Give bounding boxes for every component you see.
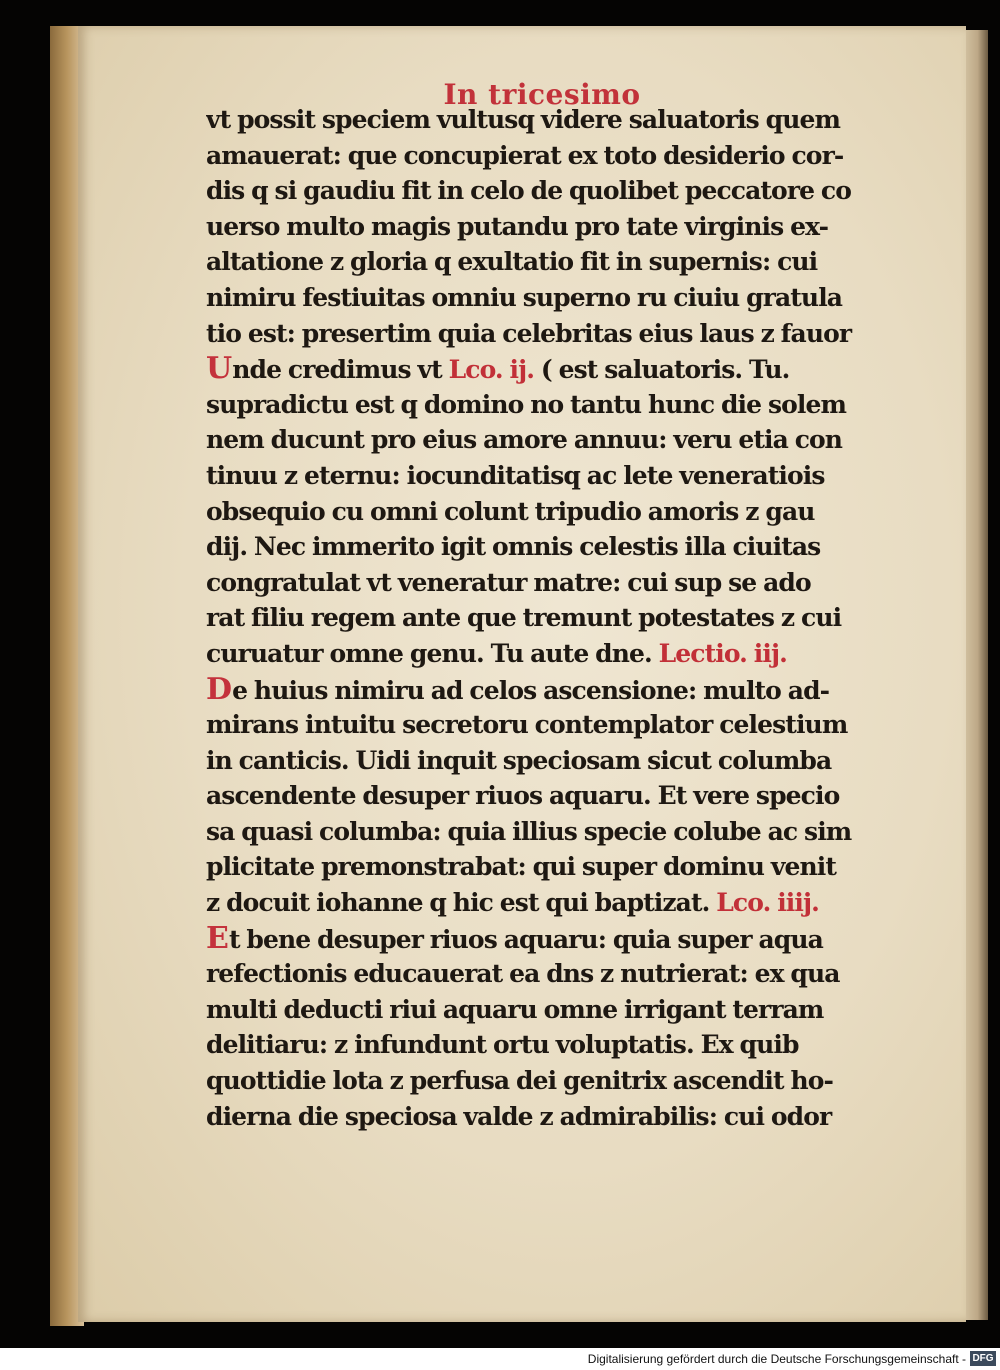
text-segment: in canticis. Uidi inquit speciosam sicut columba <box>206 745 832 775</box>
lectio-rubric: Lco. iiij. <box>716 888 819 918</box>
text-line <box>206 173 931 209</box>
text-segment: multi deducti riui aquaru omne irrigant terram <box>206 994 824 1024</box>
text-segment: tio est: presertim quia celebritas eius laus z fauor <box>206 318 852 348</box>
text-line <box>206 102 931 138</box>
text-segment: ascendente desuper riuos aquaru. Et vere specio <box>206 781 840 811</box>
running-header: In tricesimo <box>443 78 641 111</box>
text-segment: vt possit speciem vultusq videre saluatoris quem <box>206 105 841 134</box>
text-segment: obsequio cu omni colunt tripudio amoris z gau <box>206 496 815 526</box>
text-segment: dis q si gaudiu fit in celo de quolibet peccatore co <box>206 176 851 206</box>
text-line <box>206 849 931 885</box>
text-line <box>206 672 931 708</box>
text-block <box>206 102 931 1134</box>
text-line <box>206 600 931 636</box>
text-line <box>206 1099 931 1135</box>
text-line <box>206 280 931 316</box>
text-segment: altatione z gloria q exultatio fit in supernis: cui <box>206 247 818 277</box>
text-segment: rat filiu regem ante que tremunt potestates z cui <box>206 603 842 633</box>
text-segment: amauerat: que concupierat ex toto desiderio cor- <box>206 140 844 170</box>
text-segment: delitiaru: z infundunt ortu voluptatis. Ex quib <box>206 1030 799 1060</box>
lectio-rubric: Lco. ij. <box>448 355 535 385</box>
text-segment: nde credimus vt <box>232 355 449 385</box>
lectio-rubric: Lectio. iij. <box>658 638 787 668</box>
text-segment: uerso multo magis putandu pro tate virginis ex- <box>206 211 829 241</box>
text-segment: e huius nimiru ad celos ascensione: multo ad- <box>232 675 830 705</box>
text-line <box>206 921 931 957</box>
text-segment: t bene desuper riuos aquaru: quia super aqua <box>228 924 823 954</box>
rubricated-initial: D <box>206 671 232 707</box>
text-segment: quottidie lota z perfusa dei genitrix ascendit ho- <box>206 1066 834 1096</box>
text-segment: dij. Nec immerito igit omnis celestis illa ciuitas <box>206 532 821 562</box>
text-line <box>206 494 931 530</box>
text-line <box>206 707 931 743</box>
text-segment: mirans intuitu secretoru contemplator celestium <box>206 710 848 740</box>
text-segment: nimiru festiuitas omniu superno ru ciuiu gratula <box>206 282 843 312</box>
text-segment: congratulat vt veneratur matre: cui sup se ado <box>206 567 811 597</box>
rubricated-initial: E <box>206 920 228 956</box>
text-segment: z docuit iohanne q hic est qui baptizat. <box>206 888 717 918</box>
text-line <box>206 885 931 921</box>
text-line <box>206 814 931 850</box>
text-segment: ( est saluatoris. Tu. <box>534 355 790 385</box>
text-line <box>206 565 931 601</box>
text-line <box>206 992 931 1028</box>
text-line <box>206 956 931 992</box>
text-segment: curuatur omne genu. Tu aute dne. <box>206 638 659 668</box>
text-line <box>206 387 931 423</box>
footer-bar <box>0 1348 1000 1370</box>
text-line <box>206 1063 931 1099</box>
text-line <box>206 316 931 352</box>
rubricated-initial: U <box>206 351 232 387</box>
text-line <box>206 244 931 280</box>
text-line <box>206 209 931 245</box>
text-line <box>206 743 931 779</box>
footer-credit: Digitalisierung gefördert durch die Deutsche Forschungsgemeinschaft - <box>587 1352 966 1366</box>
text-line <box>206 636 931 672</box>
text-line <box>206 1027 931 1063</box>
dfg-logo: DFG <box>970 1351 996 1366</box>
text-line <box>206 422 931 458</box>
text-line <box>206 778 931 814</box>
text-segment: supradictu est q domino no tantu hunc die solem <box>206 389 847 419</box>
text-segment: nem ducunt pro eius amore annuu: veru etia con <box>206 425 843 455</box>
text-line <box>206 351 931 387</box>
text-line <box>206 138 931 174</box>
text-segment: tinuu z eternu: iocunditatisq ac lete veneratiois <box>206 460 825 490</box>
text-line <box>206 529 931 565</box>
text-segment: refectionis educauerat ea dns z nutrierat: ex qua <box>206 959 840 989</box>
text-line <box>206 458 931 494</box>
text-segment: sa quasi columba: quia illius specie colube ac sim <box>206 816 852 846</box>
text-segment: dierna die speciosa valde z admirabilis: cui odor <box>206 1101 832 1131</box>
text-segment: plicitate premonstrabat: qui super dominu venit <box>206 852 836 882</box>
